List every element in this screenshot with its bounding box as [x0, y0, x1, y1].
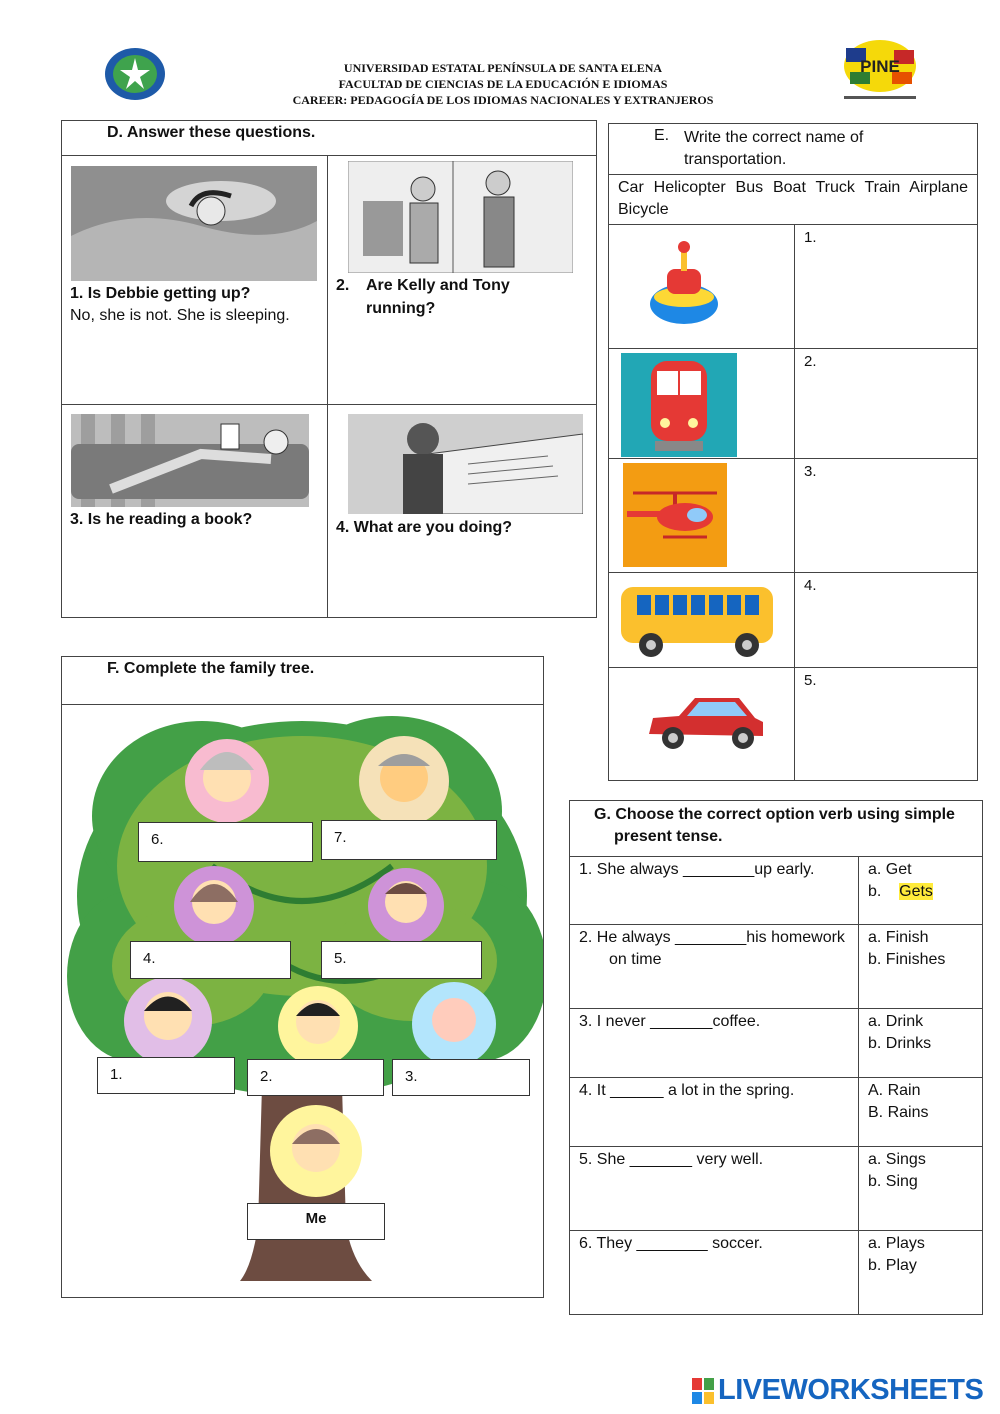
verb-question-2: 2. He always ________his homework on time: [579, 929, 845, 968]
verb-row-1: [570, 857, 982, 925]
car-icon: [643, 690, 769, 754]
section-d-divider-horizontal: [62, 404, 596, 405]
family-box-2[interactable]: 2.: [247, 1059, 384, 1096]
section-f-title: F. Complete the family tree.: [62, 657, 543, 705]
question-1: 1. Is Debbie getting up?: [70, 285, 251, 302]
verb-option-2b[interactable]: b. Finishes: [868, 951, 946, 968]
verb-row-4: [570, 1078, 982, 1147]
transport-answer-1[interactable]: 1.: [804, 229, 817, 246]
family-box-6[interactable]: 6.: [138, 822, 313, 862]
question-4: 4. What are you doing?: [336, 519, 513, 536]
verb-options-4: [868, 1080, 928, 1124]
verb-options-2: [868, 927, 945, 971]
verb-option-1b[interactable]: [868, 881, 933, 903]
pine-logo-text: PINE: [860, 57, 900, 76]
person-writing-illustration: [348, 414, 583, 514]
transport-row-2: [609, 349, 977, 459]
word-bank: Car Helicopter Bus Boat Truck Train Airplane Bicycle: [618, 179, 968, 218]
section-f-family-tree: [61, 656, 544, 1298]
family-box-me: Me: [247, 1203, 385, 1240]
train-icon: [621, 353, 737, 457]
pine-logo: [836, 38, 924, 104]
transport-row-1: [609, 225, 977, 349]
verb-option-5b[interactable]: b. Sing: [868, 1173, 918, 1190]
verb-option-6a[interactable]: a. Plays: [868, 1235, 925, 1252]
header-line-1: UNIVERSIDAD ESTATAL PENÍNSULA DE SANTA ELENA: [343, 61, 663, 75]
section-e-title-row: [609, 124, 977, 175]
transport-answer-2[interactable]: 2.: [804, 353, 817, 370]
verb-question-4: 4. It ______ a lot in the spring.: [579, 1082, 795, 1099]
verb-option-3b[interactable]: b. Drinks: [868, 1035, 932, 1052]
transport-answer-4[interactable]: 4.: [804, 577, 817, 594]
section-g-verb-options: [569, 800, 983, 1315]
shopping-couple-illustration: [348, 161, 573, 273]
family-box-7[interactable]: 7.: [321, 820, 497, 860]
institution-header: [200, 60, 806, 108]
question-2: Are Kelly and Tony running?: [366, 277, 510, 317]
answer-1: No, she is not. She is sleeping.: [70, 307, 290, 324]
verb-options-5: [868, 1149, 926, 1193]
transport-answer-3[interactable]: 3.: [804, 463, 817, 480]
section-d-divider-vertical: [327, 156, 328, 618]
question-3: 3. Is he reading a book?: [70, 511, 253, 528]
liveworksheets-logo-icon: [692, 1378, 714, 1404]
helicopter-icon: [623, 463, 727, 567]
verb-option-6b[interactable]: b. Play: [868, 1257, 917, 1274]
verb-option-4a[interactable]: A. Rain: [868, 1082, 921, 1099]
verb-row-2: [570, 925, 982, 1009]
section-g-title: G. Choose the correct option verb using simple present tense.: [570, 801, 982, 857]
liveworksheets-footer: [692, 1374, 992, 1408]
verb-option-4b[interactable]: B. Rains: [868, 1104, 929, 1121]
section-e-title: Write the correct name of transportation.: [684, 129, 864, 168]
verb-options-1: [868, 859, 933, 903]
verb-row-6: [570, 1231, 982, 1315]
verb-question-5: 5. She _______ very well.: [579, 1151, 764, 1168]
family-box-4[interactable]: 4.: [130, 941, 291, 979]
verb-option-1a[interactable]: a. Get: [868, 861, 912, 878]
bus-icon: [617, 581, 779, 661]
verb-row-5: [570, 1147, 982, 1231]
transport-row-5: [609, 668, 977, 781]
header-line-3: CAREER: PEDAGOGÍA DE LOS IDIOMAS NACIONALES Y EXTRANJEROS: [292, 93, 714, 107]
word-bank-row: [609, 175, 977, 225]
transport-row-4: [609, 573, 977, 668]
verb-option-1b-prefix: b.: [868, 883, 900, 900]
university-seal-logo: [103, 46, 167, 102]
verb-option-1b-selected: Gets: [899, 883, 933, 900]
verb-question-6: 6. They ________ soccer.: [579, 1235, 763, 1252]
verb-row-3: [570, 1009, 982, 1078]
man-reading-illustration: [71, 414, 309, 507]
liveworksheets-brand: LIVEWORKSHEETS: [718, 1374, 984, 1406]
transport-answer-5[interactable]: 5.: [804, 672, 817, 689]
verb-options-6: [868, 1233, 925, 1277]
header-line-2: FACULTAD DE CIENCIAS DE LA EDUCACIÓN E IDIOMAS: [338, 77, 668, 91]
sleeping-girl-illustration: [71, 166, 317, 281]
boat-icon: [647, 239, 722, 329]
section-e-transportation: [608, 123, 978, 781]
verb-question-1: 1. She always ________up early.: [579, 861, 815, 878]
verb-options-3: [868, 1011, 931, 1055]
section-e-letter: E.: [654, 127, 670, 144]
transport-row-3: [609, 459, 977, 573]
verb-option-5a[interactable]: a. Sings: [868, 1151, 926, 1168]
family-box-5[interactable]: 5.: [321, 941, 482, 979]
section-d-title: D. Answer these questions.: [62, 121, 596, 156]
family-box-1[interactable]: 1.: [97, 1057, 235, 1094]
section-d-questions: [61, 120, 597, 618]
verb-question-3: 3. I never _______coffee.: [579, 1013, 761, 1030]
verb-option-3a[interactable]: a. Drink: [868, 1013, 924, 1030]
verb-option-2a[interactable]: a. Finish: [868, 929, 929, 946]
family-box-3[interactable]: 3.: [392, 1059, 530, 1096]
question-2-number: 2.: [336, 277, 350, 294]
